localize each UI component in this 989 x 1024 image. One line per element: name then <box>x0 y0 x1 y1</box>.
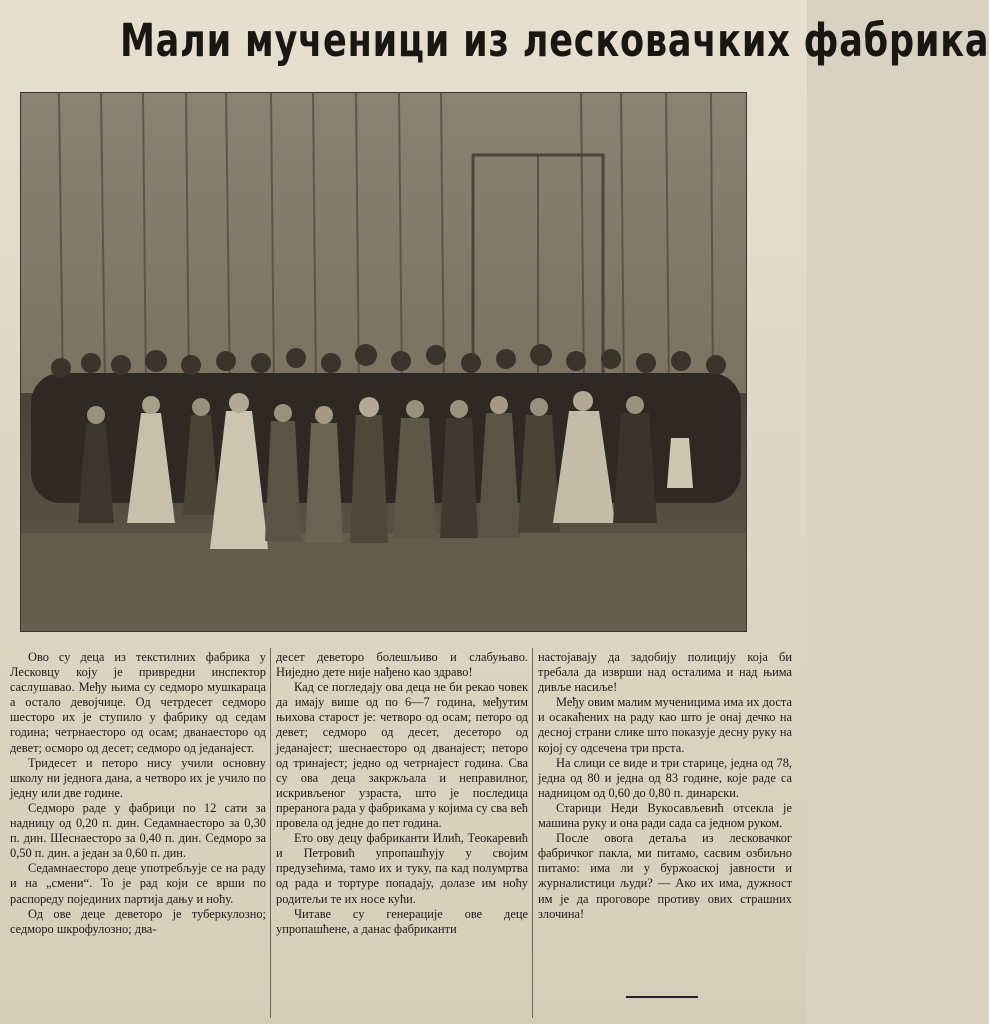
paragraph: Тридесет и петоро нису учили основну школу ни једнога дана, а четворо их је учило по једну или две године. <box>10 755 266 800</box>
paragraph: Међу овим малим мученицима има их доста и осакаћених на раду као што је онај дечко на десној страни слике што показује десну руку на којој су одсечена три прста. <box>538 695 792 755</box>
paragraph: Ово су деца из текстилних фабрика у Лесковцу коју је привредни инспектор саслушавао. Међу њима су седморо мушкараца а остало девојчице. Од четрдесет седморо шесторо их је ступило у фабрику од седам година; четрнаесторо од осам; дванаесторо од девет; осморо од десет; седморо од једанајест. <box>10 650 266 755</box>
paragraph: Кад се погледају ова деца не би рекао човек да имају више од по 6—7 година, међутим њихова старост је: четворо од осам; петоро од девет; седморо од десет, десеторо од једанајест; шеснаесторо од дванајест; петоро од тринајест; једно од четрнајест година. Сва су ова деца закржљала и неправилног, искривљеног узраста, што је последица преранога рада у фабрикама у којима су сва већ провела од једне до пет година. <box>276 680 528 831</box>
paragraph: Старици Неди Вукосављевић отсекла је машина руку и она ради сада са једном руком. <box>538 800 792 831</box>
column-divider <box>270 648 271 1018</box>
paragraph: десет деветоро болешљиво и слабуњаво. Ниједно дете није нађено као здраво! <box>276 650 528 680</box>
article-column-3 <box>538 650 792 1020</box>
column-divider <box>532 648 533 1018</box>
paragraph: На слици се виде и три старице, једна од 78, једна од 80 и једна од 83 године, које раде са надницом од 0,60 до 0,80 п. динарски. <box>538 755 792 800</box>
paragraph: настојавају да задобију полицију која би требала да изврши над осталима и над њима дивље насиље! <box>538 650 792 695</box>
end-rule <box>626 996 698 998</box>
paragraph: После овога детаља из лесковачког фабричког пакла, ми питамо, сасвим озбиљно питамо: има ли у буржоаској јавности и журналистици људи? — Ако их има, дужност им је да проговоре противу ових страшних злочина! <box>538 831 792 921</box>
article-column-1 <box>10 650 266 1020</box>
group-photo-children-factory-icon <box>21 93 746 631</box>
paragraph: Седамнаесторо деце употребљује се на раду и на „смени“. То је рад који се врши по распореду појединих партија дању и ноћу. <box>10 861 266 906</box>
article-column-2 <box>276 650 528 1020</box>
paragraph: Од ове деце деветоро је туберкулозно; седморо шкрофулозно; два- <box>10 906 266 936</box>
headline: Мали мученици из лесковачких фабрика <box>119 14 989 67</box>
paragraph: Читаве су генерације ове деце упропашћене, а данас фабриканти <box>276 906 528 936</box>
paragraph: Седморо раде у фабрици по 12 сати за надницу од 0,20 п. дин. Седамнаесторо за 0,30 п. дин. Шеснаесторо за 0,40 п. дин. Седморо за 0,50 п. дин. а један за 0,60 п. дин. <box>10 800 266 861</box>
paragraph: Ето ову децу фабриканти Илић, Теокаревић и Петровић упропашћују у својим предузећима, тамо их и туку, па кад полумртва од рада и тортуре попадају, долазе им ноћу родитељи те их носе кући. <box>276 831 528 906</box>
group-photo <box>20 92 747 632</box>
